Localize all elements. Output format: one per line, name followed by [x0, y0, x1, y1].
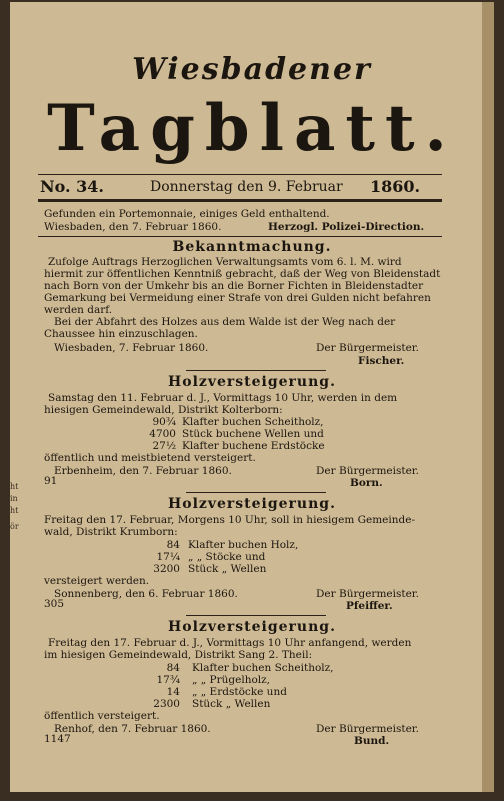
notice5-item-text: „ „ Erdstöcke und: [192, 686, 287, 698]
notice5-signer-title: Der Bürgermeister.: [316, 723, 419, 735]
notice2-line: nach Born von der Umkehr bis an die Borner Fichten in Bleidenstadter: [44, 280, 424, 292]
notice3-item-text: Klafter buchen Scheitholz,: [182, 416, 324, 428]
notice5-closing: öffentlich versteigert.: [44, 710, 160, 722]
notice1-place-date: Wiesbaden, den 7. Februar 1860.: [44, 221, 222, 233]
section-rule: [186, 492, 326, 493]
notice5-heading: Holzversteigerung.: [168, 619, 336, 635]
notice5-item-text: „ „ Prügelholz,: [192, 674, 271, 686]
notice4-signer-title: Der Bürgermeister.: [316, 588, 419, 600]
notice2-signer-name: Fischer.: [358, 355, 405, 367]
notice3-signer-name: Born.: [350, 477, 383, 489]
notice5-line: im hiesigen Gemeindewald, Distrikt Sang 2. Theil:: [44, 649, 313, 661]
dateline-rule: [38, 199, 442, 202]
notice3-closing: öffentlich und meistbietend versteigert.: [44, 452, 256, 464]
notice2-line: Gemarkung bei Vermeidung einer Strafe von drei Gulden nicht befahren: [44, 292, 431, 304]
masthead-rule: [38, 174, 442, 175]
masthead-line2: Tagblatt.: [47, 91, 457, 166]
notice2-line: Chaussee hin einzuschlagen.: [44, 328, 198, 340]
notice3-line: Samstag den 11. Februar d. J., Vormittags 10 Uhr, werden in dem: [48, 392, 398, 404]
issue-date: Donnerstag den 9. Februar: [150, 179, 343, 195]
notice2-line: hiermit zur öffentlichen Kenntniß gebracht, daß der Weg von Bleidenstadt: [44, 268, 441, 280]
notice3-item-text: Stück buchene Wellen und: [182, 428, 324, 440]
notice5-signer-name: Bund.: [354, 735, 390, 747]
notice3-place-date: Erbenheim, den 7. Februar 1860.: [54, 465, 232, 477]
margin-fragment: in: [10, 494, 18, 503]
notice5-item-text: Stück „ Wellen: [192, 698, 271, 710]
notice4-item-qty: 3200: [153, 563, 180, 575]
notice3-item-qty: 27½: [152, 440, 176, 452]
newspaper-page: [10, 2, 494, 792]
notice4-item-text: „ „ Stöcke und: [188, 551, 266, 563]
notice3-item-text: Klafter buchene Erdstöcke: [182, 440, 325, 452]
issue-number: No. 34.: [40, 177, 104, 196]
notice5-place-date: Renhof, den 7. Februar 1860.: [54, 723, 211, 735]
notice2-heading: Bekanntmachung.: [172, 239, 332, 255]
notice4-item-qty: 84: [166, 539, 180, 551]
margin-fragment: ht: [10, 506, 19, 515]
notice3-ref: 91: [44, 475, 58, 487]
notice4-ref: 305: [44, 598, 65, 610]
margin-fragment: ör: [10, 522, 19, 531]
notice4-item-text: Stück „ Wellen: [188, 563, 267, 575]
notice3-item-qty: 4700: [149, 428, 176, 440]
notice5-item-qty: 17¾: [156, 674, 180, 686]
notice1-signer: Herzogl. Polizei-Direction.: [268, 221, 425, 233]
notice5-item-qty: 2300: [153, 698, 180, 710]
notice2-place-date: Wiesbaden, 7. Februar 1860.: [54, 342, 209, 354]
notice4-line: wald, Distrikt Krumborn:: [44, 526, 178, 538]
notice4-place-date: Sonnenberg, den 6. Februar 1860.: [54, 588, 238, 600]
notice2-line: Bei der Abfahrt des Holzes aus dem Walde ist der Weg nach der: [54, 316, 396, 328]
section-rule: [186, 615, 326, 616]
notice4-item-qty: 17¼: [156, 551, 180, 563]
notice5-line: Freitag den 17. Februar d. J., Vormittags 10 Uhr anfangend, werden: [48, 637, 412, 649]
notice4-signer-name: Pfeiffer.: [346, 600, 393, 612]
notice1-text: Gefunden ein Portemonnaie, einiges Geld enthaltend.: [44, 208, 330, 220]
issue-year: 1860.: [370, 177, 421, 196]
section-rule: [186, 370, 326, 371]
notice4-closing: versteigert werden.: [44, 575, 150, 587]
notice5-item-text: Klafter buchen Scheitholz,: [192, 662, 334, 674]
notice3-heading: Holzversteigerung.: [168, 374, 336, 390]
notice2-line: werden darf.: [44, 304, 113, 316]
notice3-signer-title: Der Bürgermeister.: [316, 465, 419, 477]
notice3-item-qty: 90¾: [152, 416, 176, 428]
masthead-line1: Wiesbadener: [132, 52, 372, 87]
notice5-ref: 1147: [44, 733, 71, 745]
notice3-line: hiesigen Gemeindewald, Distrikt Kolterborn:: [44, 404, 283, 416]
notice2-signer-title: Der Bürgermeister.: [316, 342, 419, 354]
notice4-line: Freitag den 17. Februar, Morgens 10 Uhr, soll in hiesigem Gemeinde-: [44, 514, 415, 526]
notice4-item-text: Klafter buchen Holz,: [188, 539, 299, 551]
notice5-item-qty: 84: [166, 662, 180, 674]
notice4-heading: Holzversteigerung.: [168, 496, 336, 512]
notice5-item-qty: 14: [166, 686, 180, 698]
section-rule: [38, 236, 442, 237]
notice2-line: Zufolge Auftrags Herzoglichen Verwaltungsamts vom 6. l. M. wird: [48, 256, 402, 268]
margin-fragment: ht: [10, 482, 19, 491]
